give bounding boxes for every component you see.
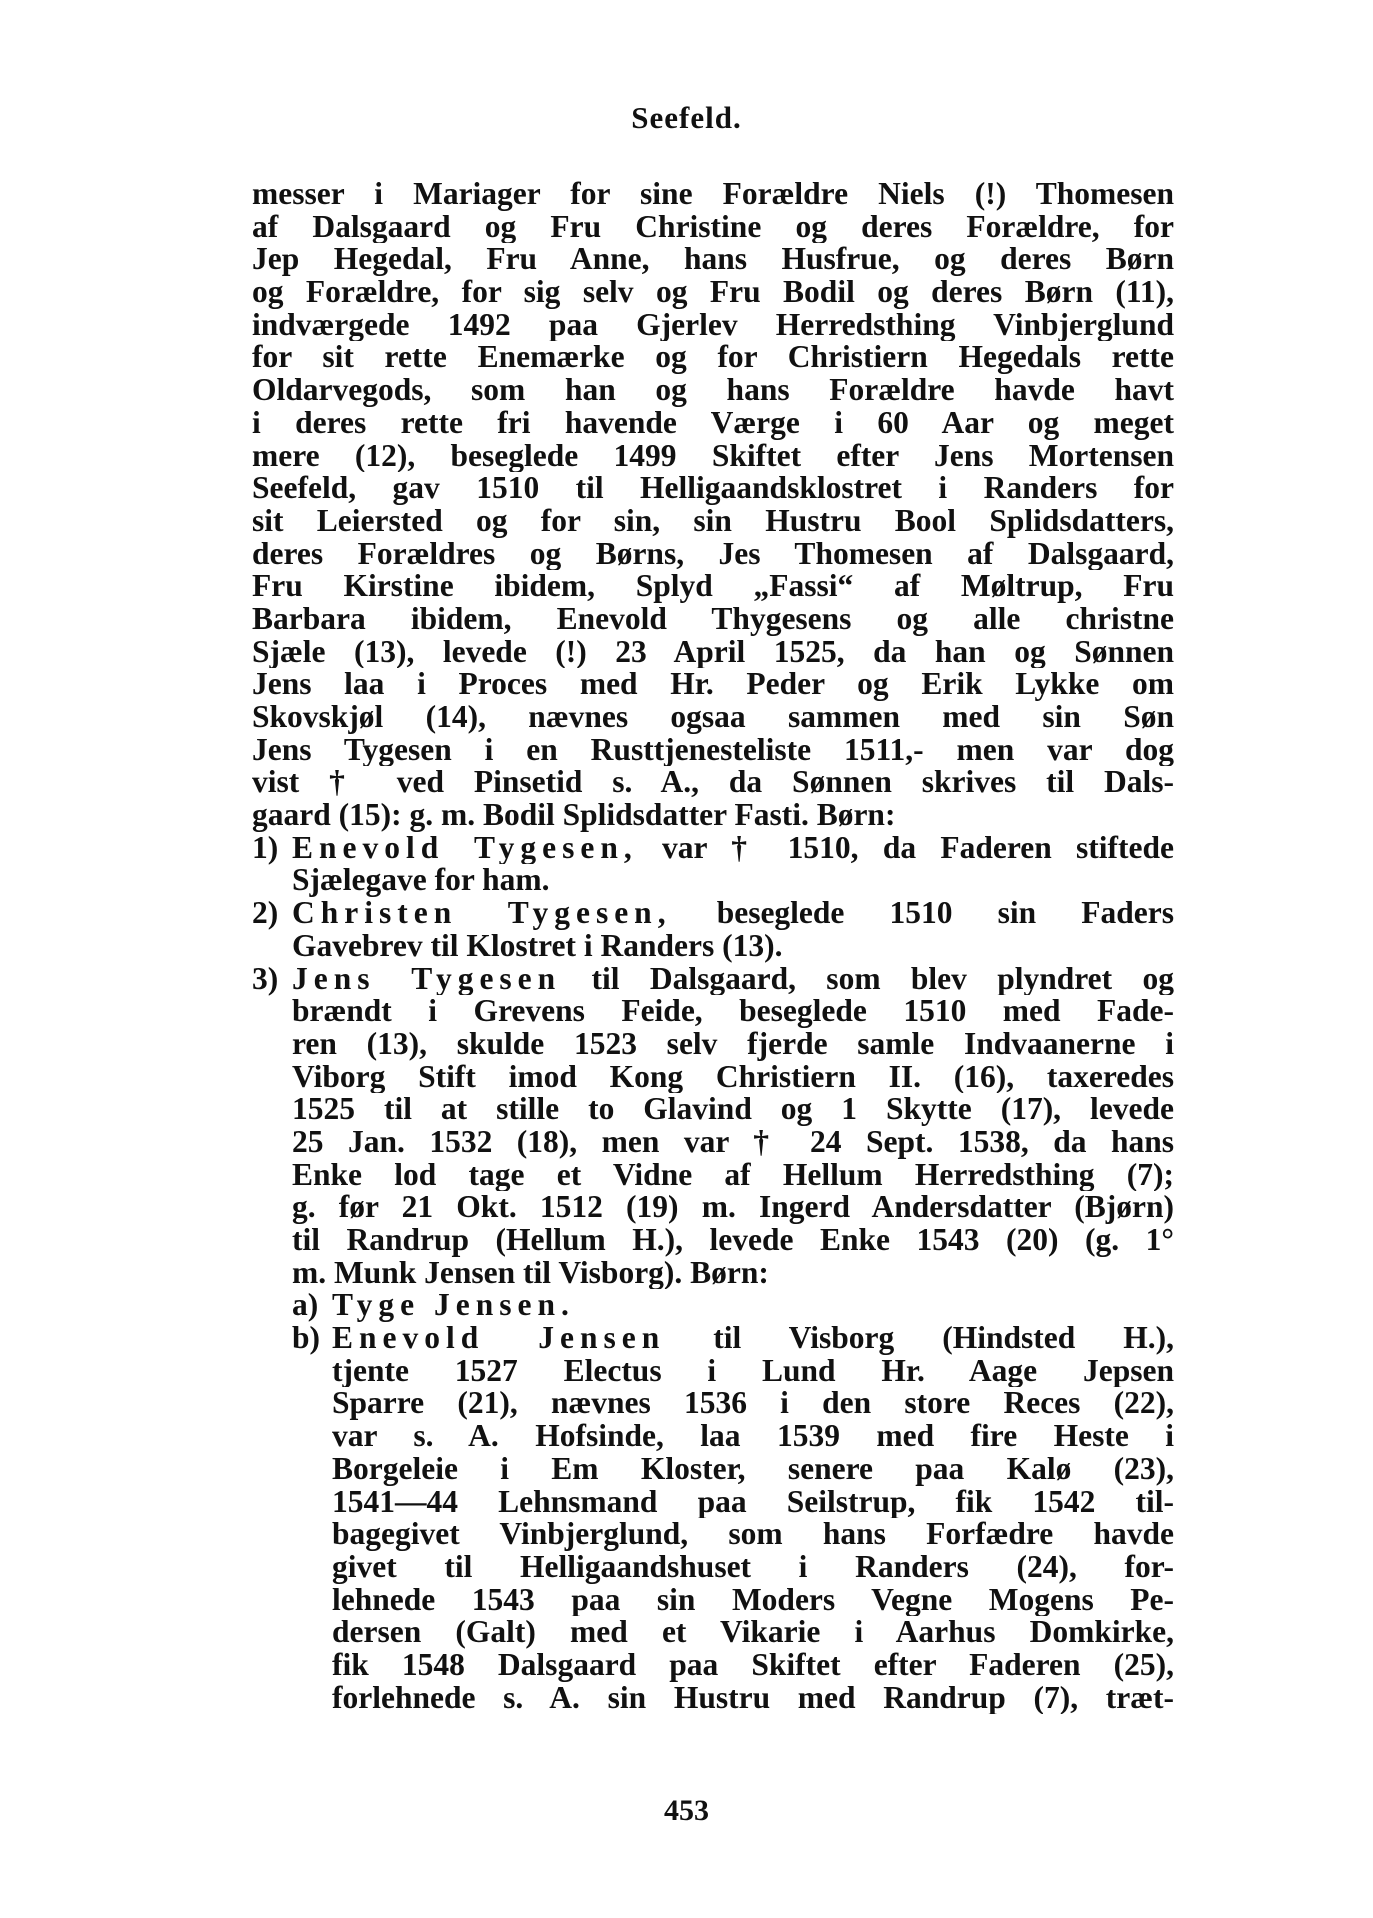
text-line: 1541—44 Lehnsmand paa Seilstrup, fik 1542 til- xyxy=(332,1485,1174,1519)
text-line: Enke lod tage et Vidne af Hellum Herredsthing (7); xyxy=(292,1158,1174,1192)
genealogy-subentry xyxy=(252,1289,1174,1322)
subentry-letter: b) xyxy=(292,1320,321,1356)
subentry-name: Tyge Jensen. xyxy=(332,1289,575,1323)
entry-first-line xyxy=(252,897,1174,930)
running-head: Seefeld. xyxy=(631,100,742,135)
text-line: Fru Kirstine ibidem, Splyd „Fassi“ af Møltrup, Fru xyxy=(252,570,1174,603)
text-line: brændt i Grevens Feide, beseglede 1510 med Fade- xyxy=(292,995,1174,1028)
text-line: Borgeleie i Em Kloster, senere paa Kalø (23), xyxy=(332,1452,1174,1486)
subentry-name: Enevold Jensen xyxy=(332,1322,666,1355)
text-line: Sjælegave for ham. xyxy=(292,864,550,898)
text-line: Sparre (21), nævnes 1536 i den store Reces (22), xyxy=(332,1387,1174,1421)
entry-first-line xyxy=(252,960,1174,996)
text-line: var s. A. Hofsinde, laa 1539 med fire Heste i xyxy=(332,1420,1174,1453)
text-line: 1525 til at stille to Glavind og 1 Skytte (17), levede xyxy=(292,1093,1174,1126)
text-line: Jens laa i Proces med Hr. Peder og Erik Lykke om xyxy=(252,668,1174,701)
text-line: sit Leiersted og for sin, sin Hustru Bool Splidsdatters, xyxy=(252,504,1174,538)
text-line: Barbara ibidem, Enevold Thygesens og alle christne xyxy=(252,602,1174,636)
text-line: messer i Mariager for sine Forældre Niels (!) Thomesen xyxy=(252,178,1174,211)
entry-text: beseglede 1510 sin Faders xyxy=(671,897,1174,930)
entry-number: 1) xyxy=(252,829,279,865)
text-line: Jep Hegedal, Fru Anne, hans Husfrue, og deres Børn xyxy=(252,243,1174,277)
text-line: givet til Helligaandshuset i Randers (24), for- xyxy=(332,1550,1174,1584)
subentry-first-line xyxy=(252,1289,1174,1322)
text-line: m. Munk Jensen til Visborg). Børn: xyxy=(292,1256,769,1290)
text-line: mere (12), beseglede 1499 Skiftet efter Jens Mortensen xyxy=(252,439,1174,473)
text-line: i deres rette fri havende Værge i 60 Aar og meget xyxy=(252,406,1174,440)
genealogy-entry xyxy=(252,960,1174,1715)
text-line: gaard (15): g. m. Bodil Splidsdatter Fasti. Børn: xyxy=(252,799,896,832)
entry-name: Jens Tygesen xyxy=(292,962,562,996)
subentry-letter: a) xyxy=(292,1287,319,1323)
text-line: lehnede 1543 paa sin Moders Vegne Mogens Pe- xyxy=(332,1583,1174,1617)
text-line: vist † ved Pinsetid s. A., da Sønnen skrives til Dals- xyxy=(252,766,1174,800)
entry-text: var † 1510, da Faderen stiftede xyxy=(637,831,1174,865)
opening-paragraph xyxy=(252,178,1174,832)
text-line: Jens Tygesen i en Rusttjenesteliste 1511,- men var dog xyxy=(252,733,1174,767)
text-line: 25 Jan. 1532 (18), men var † 24 Sept. 1538, da hans xyxy=(292,1125,1174,1159)
text-line: Gavebrev til Klostret i Randers (13). xyxy=(292,929,783,963)
text-line: bagegivet Vinbjerglund, som hans Forfædre havde xyxy=(332,1518,1174,1551)
text-line: og Forældre, for sig selv og Fru Bodil og deres Børn (11), xyxy=(252,276,1174,309)
text-line: fik 1548 Dalsgaard paa Skiftet efter Faderen (25), xyxy=(332,1648,1174,1682)
entry-number: 3) xyxy=(252,960,279,996)
text-line: indværgede 1492 paa Gjerlev Herredsthing Vinbjerglund xyxy=(252,308,1174,342)
genealogy-subentry xyxy=(252,1322,1174,1714)
page-body xyxy=(252,178,1174,1714)
text-line: g. før 21 Okt. 1512 (19) m. Ingerd Andersdatter (Bjørn) xyxy=(292,1191,1174,1224)
page-number: 453 xyxy=(664,1794,709,1827)
entry-name: Enevold Tygesen, xyxy=(292,831,638,865)
genealogy-entry xyxy=(252,829,1174,898)
text-line: til Randrup (Hellum H.), levede Enke 1543 (20) (g. 1° xyxy=(292,1224,1174,1257)
text-line: Skovskjøl (14), nævnes ogsaa sammen med sin Søn xyxy=(252,701,1174,734)
entry-text: til Dalsgaard, som blev plyndret og xyxy=(561,962,1174,996)
subentry-first-line xyxy=(252,1322,1174,1355)
subentry-text: til Visborg (Hindsted H.), xyxy=(665,1322,1174,1355)
entry-first-line xyxy=(252,829,1174,865)
text-line: ren (13), skulde 1523 selv fjerde samle Indvaanerne i xyxy=(292,1027,1174,1061)
entry-number: 2) xyxy=(252,895,279,931)
text-line: af Dalsgaard og Fru Christine og deres Forældre, for xyxy=(252,210,1174,244)
text-line: Viborg Stift imod Kong Christiern II. (16), taxeredes xyxy=(292,1060,1174,1094)
text-line: deres Forældres og Børns, Jes Thomesen af Dalsgaard, xyxy=(252,537,1174,571)
entry-name: Christen Tygesen, xyxy=(292,897,672,930)
genealogy-entry xyxy=(252,897,1174,962)
text-line: Sjæle (13), levede (!) 23 April 1525, da han og Sønnen xyxy=(252,635,1174,669)
text-line: for sit rette Enemærke og for Christiern Hegedals rette xyxy=(252,341,1174,375)
text-line: forlehnede s. A. sin Hustru med Randrup (7), træt- xyxy=(332,1681,1174,1715)
text-line: tjente 1527 Electus i Lund Hr. Aage Jepsen xyxy=(332,1354,1174,1388)
text-line: dersen (Galt) med et Vikarie i Aarhus Domkirke, xyxy=(332,1616,1174,1649)
text-line: Oldarvegods, som han og hans Forældre havde havt xyxy=(252,374,1174,407)
text-line: Seefeld, gav 1510 til Helligaandsklostret i Randers for xyxy=(252,472,1174,505)
